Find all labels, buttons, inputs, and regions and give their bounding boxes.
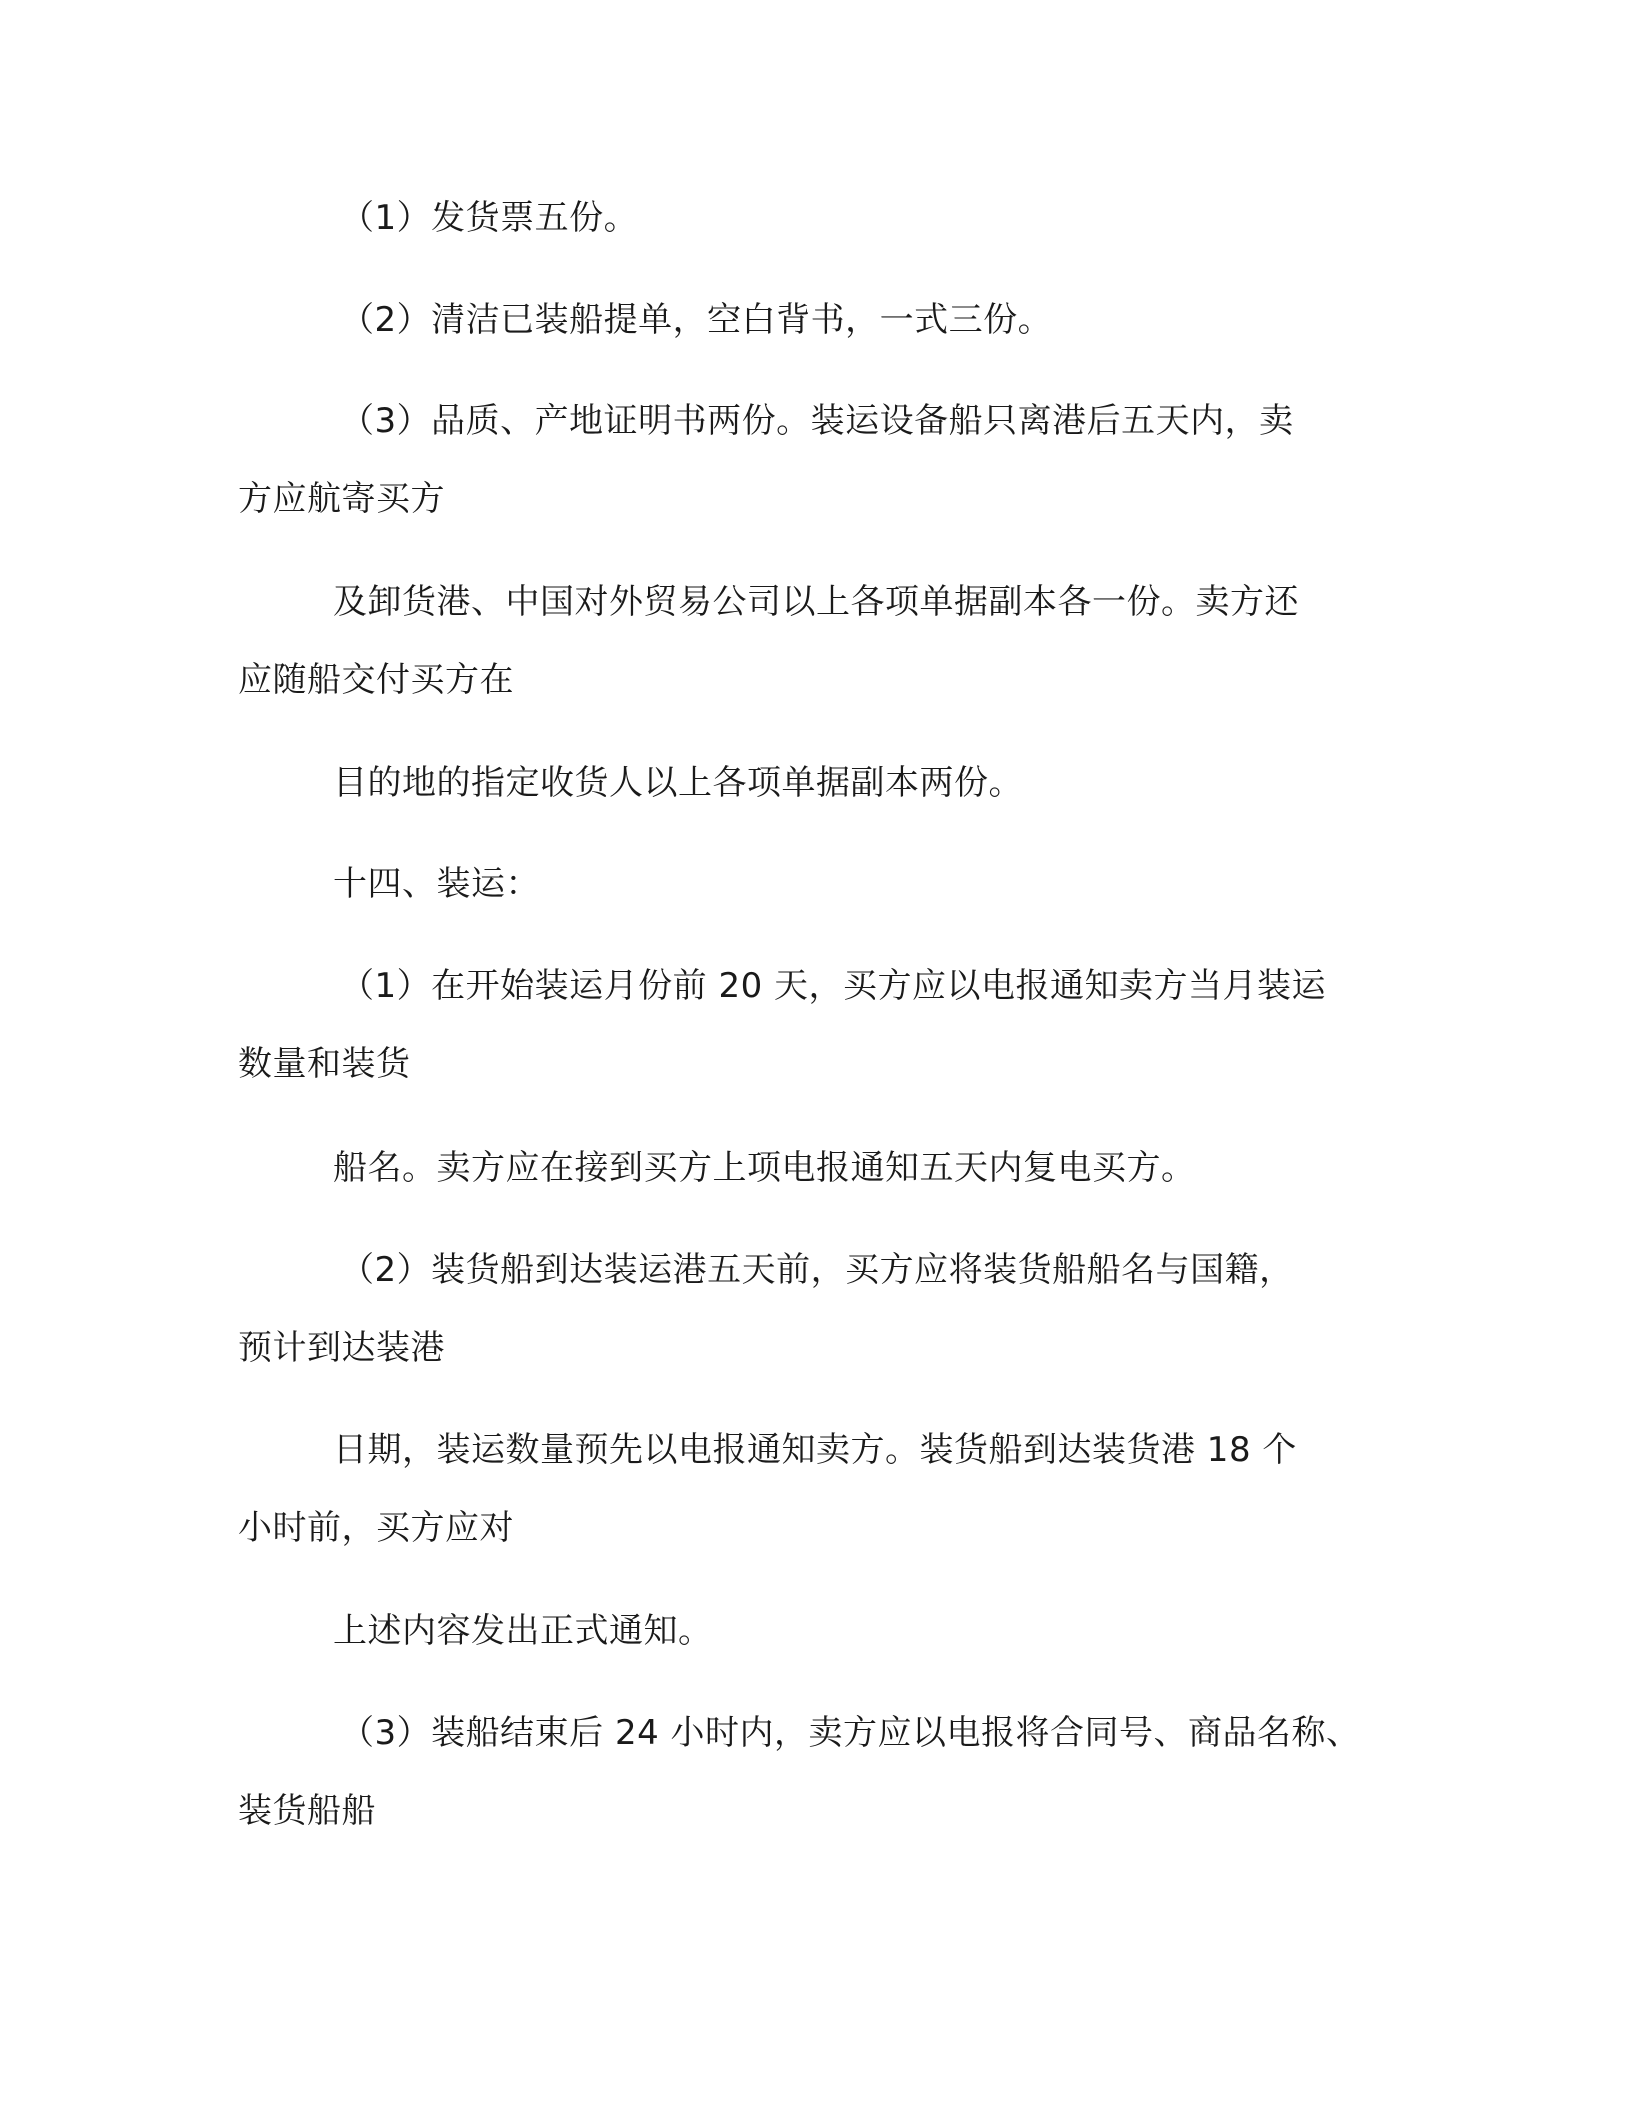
paragraph-4-line-1: 及卸货港、中国对外贸易公司以上各项单据副本各一份。卖方还 (333, 582, 1299, 622)
paragraph-1-line-1: （1）发货票五份。 (340, 198, 639, 238)
paragraph-10-line-1: 日期，装运数量预先以电报通知卖方。装货船到达装货港 18 个 (333, 1430, 1297, 1470)
paragraph-12-line-1: （3）装船结束后 24 小时内，卖方应以电报将合同号、商品名称、 (340, 1713, 1361, 1753)
section-heading-shipment: 十四、装运： (333, 864, 540, 904)
paragraph-9-line-2: 预计到达装港 (238, 1328, 445, 1368)
paragraph-4-line-2: 应随船交付买方在 (238, 660, 514, 700)
paragraph-12-line-2: 装货船船 (238, 1791, 376, 1831)
paragraph-5-line-1: 目的地的指定收货人以上各项单据副本两份。 (333, 763, 1023, 803)
paragraph-3-line-1: （3）品质、产地证明书两份。装运设备船只离港后五天内，卖 (340, 401, 1294, 441)
paragraph-9-line-1: （2）装货船到达装运港五天前，买方应将装货船船名与国籍， (340, 1250, 1294, 1290)
paragraph-7-line-2: 数量和装货 (238, 1044, 411, 1084)
paragraph-3-line-2: 方应航寄买方 (238, 479, 445, 519)
paragraph-11-line-1: 上述内容发出正式通知。 (333, 1611, 713, 1651)
paragraph-7-line-1: （1）在开始装运月份前 20 天，买方应以电报通知卖方当月装运 (340, 966, 1327, 1006)
paragraph-10-line-2: 小时前，买方应对 (238, 1508, 514, 1548)
paragraph-8-line-1: 船名。卖方应在接到买方上项电报通知五天内复电买方。 (333, 1148, 1196, 1188)
paragraph-2-line-1: （2）清洁已装船提单，空白背书，一式三份。 (340, 300, 1053, 340)
